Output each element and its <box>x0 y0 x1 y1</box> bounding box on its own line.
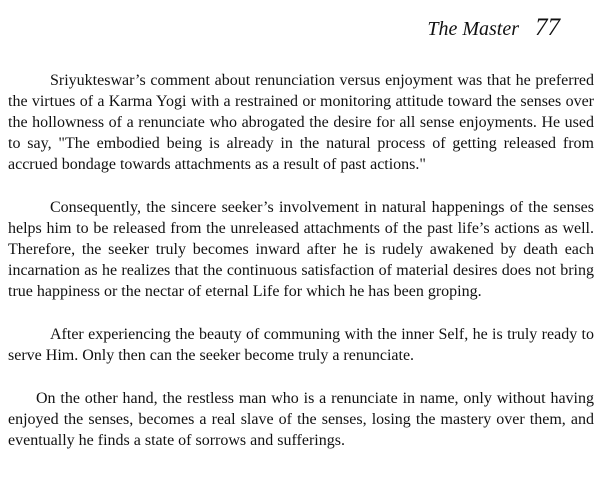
body-text <box>8 70 594 451</box>
page-number: 77 <box>535 14 560 41</box>
chapter-title: The Master <box>427 18 519 40</box>
running-head <box>427 14 560 42</box>
paragraph-2: Consequently, the sincere seeker’s involvement in natural happenings of the senses helps him to be released from the unreleased attachments of the past life’s actions as well. Therefore, the seeker truly becomes inward after he is rudely awakened by death each incarnation as he realizes that the continuous satisfaction of material desires does not bring true happiness or the nectar of eternal Life for which he has been groping. <box>8 199 594 300</box>
paragraph-4: On the other hand, the restless man who is a renunciate in name, only without having enjoyed the senses, becomes a real slave of the senses, losing the mastery over them, and eventually he finds a state of sorrows and sufferings. <box>8 390 594 449</box>
paragraph-1: Sriyukteswar’s comment about renunciation versus enjoyment was that he preferred the virtues of a Karma Yogi with a restrained or monitoring attitude toward the senses over the hollowness of a renunciate who abrogated the desire for all sense enjoyments. He used to say, "The embodied being is already in the natural process of getting released from accrued bondage towards attachments as a result of past actions." <box>8 72 594 173</box>
paragraph-3: After experiencing the beauty of communing with the inner Self, he is truly ready to serve Him. Only then can the seeker become truly a renunciate. <box>8 326 594 364</box>
